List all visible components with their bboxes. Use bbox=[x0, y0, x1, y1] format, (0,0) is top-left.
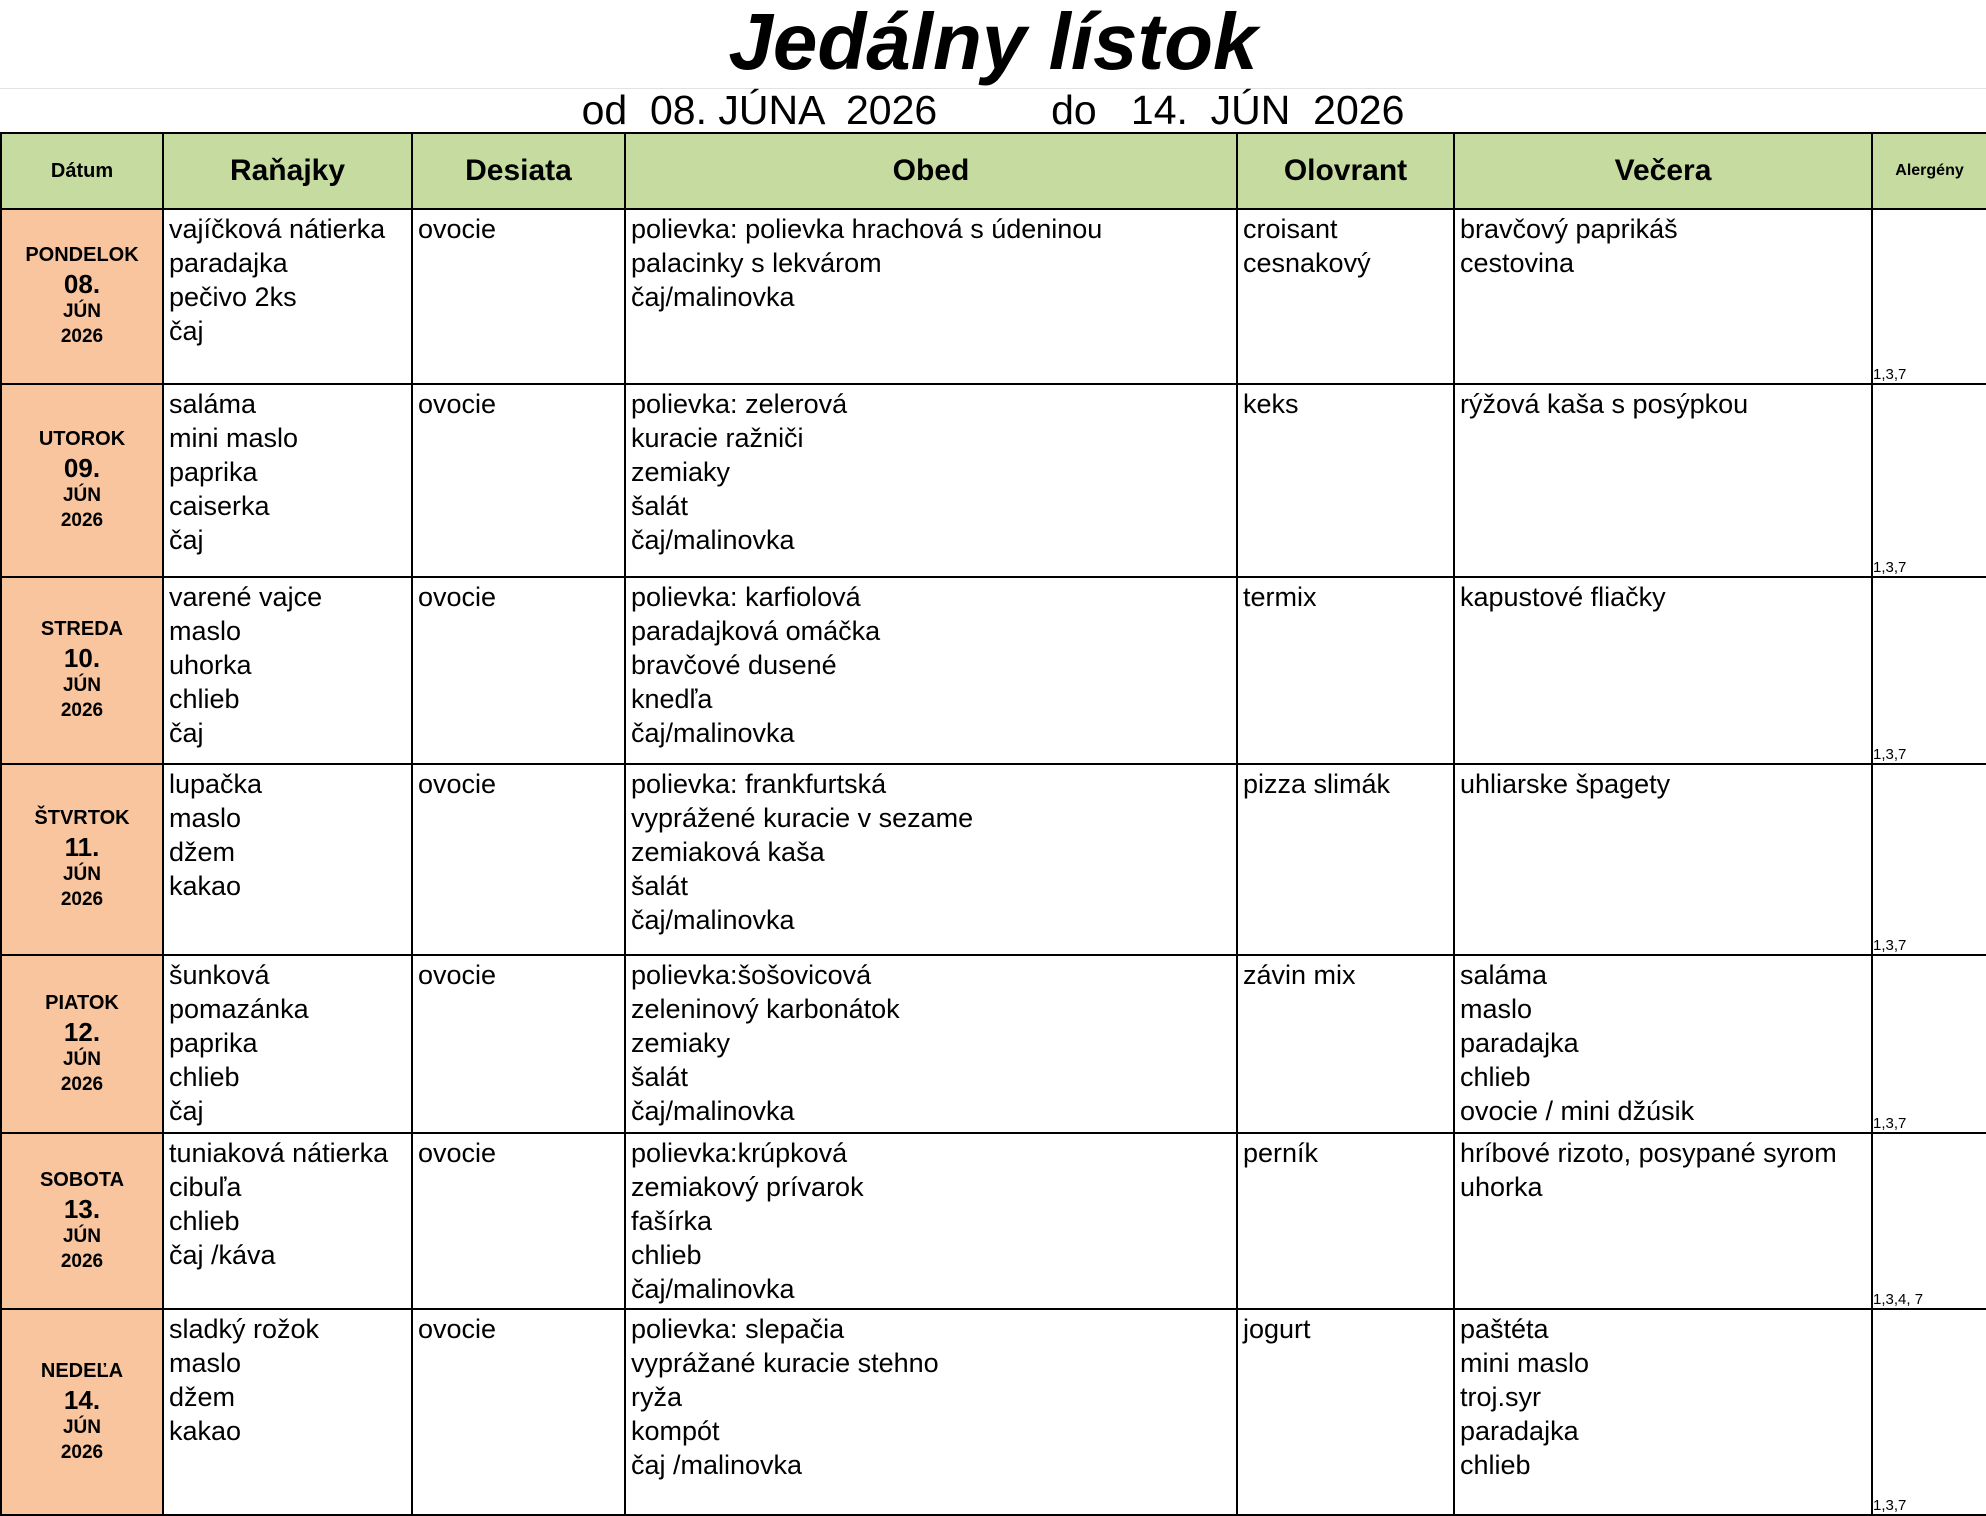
ranajky-item: čaj bbox=[169, 1095, 204, 1126]
ranajky-item: varené vajce bbox=[169, 581, 323, 612]
obed-item: chlieb bbox=[631, 1239, 702, 1270]
day-number: 14. bbox=[63, 1384, 101, 1415]
olovrant-cell bbox=[1237, 1133, 1454, 1309]
vecera-item: paštéta bbox=[1460, 1313, 1549, 1344]
date-cell bbox=[1, 1309, 163, 1515]
ranajky-item: džem bbox=[169, 1381, 236, 1412]
obed-item: polievka: zelerová bbox=[631, 388, 848, 419]
desiata-item: ovocie bbox=[418, 1137, 497, 1168]
day-name: ŠTVRTOK bbox=[34, 807, 130, 830]
obed-item: zemiaky bbox=[631, 1027, 731, 1058]
vecera-item: paradajka bbox=[1460, 1027, 1579, 1058]
ranajky-cell bbox=[163, 1309, 412, 1515]
obed-item: polievka:šošovicová bbox=[631, 959, 872, 990]
ranajky-cell bbox=[163, 955, 412, 1133]
ranajky-item: pomazánka bbox=[169, 993, 309, 1024]
vecera-item: maslo bbox=[1460, 993, 1533, 1024]
ranajky-cell bbox=[163, 1133, 412, 1309]
day-year: 2026 bbox=[60, 510, 104, 532]
ranajky-item: šunková bbox=[169, 959, 270, 990]
obed-item: palacinky s lekvárom bbox=[631, 248, 882, 278]
obed-item: čaj /malinovka bbox=[631, 1449, 803, 1480]
vecera-cell bbox=[1454, 1133, 1872, 1309]
ranajky-item: kakao bbox=[169, 870, 242, 901]
vecera-item: uhorka bbox=[1460, 1171, 1543, 1202]
olovrant-item: termix bbox=[1243, 581, 1317, 612]
obed-item: knedľa bbox=[631, 683, 713, 714]
date-cell bbox=[1, 209, 163, 384]
ranajky-item: kakao bbox=[169, 1415, 242, 1446]
date-cell bbox=[1, 384, 163, 577]
from-date: 08. JÚNA 2026 bbox=[650, 87, 938, 133]
obed-item: šalát bbox=[631, 1061, 689, 1092]
day-month: JÚN bbox=[62, 1048, 101, 1070]
vecera-item: cestovina bbox=[1460, 248, 1575, 278]
obed-cell bbox=[625, 1309, 1237, 1515]
ranajky-item: maslo bbox=[169, 1347, 242, 1378]
from-label: od bbox=[581, 87, 628, 133]
header-obed: Obed bbox=[625, 133, 1237, 209]
ranajky-item: mini maslo bbox=[169, 422, 299, 453]
obed-item: kompót bbox=[631, 1415, 720, 1446]
header-olovrant: Olovrant bbox=[1237, 133, 1454, 209]
day-year: 2026 bbox=[60, 700, 104, 722]
vecera-cell bbox=[1454, 764, 1872, 955]
olovrant-cell bbox=[1237, 764, 1454, 955]
header-ranajky: Raňajky bbox=[163, 133, 412, 209]
day-year: 2026 bbox=[60, 326, 104, 348]
day-number: 13. bbox=[63, 1193, 101, 1224]
day-month: JÚN bbox=[62, 301, 101, 323]
day-year: 2026 bbox=[60, 889, 104, 911]
header-vecera: Večera bbox=[1454, 133, 1872, 209]
vecera-item: troj.syr bbox=[1460, 1381, 1541, 1412]
obed-item: čaj/malinovka bbox=[631, 524, 795, 555]
vecera-item: mini maslo bbox=[1460, 1347, 1590, 1378]
header-row bbox=[1, 133, 1986, 209]
ranajky-item: saláma bbox=[169, 388, 257, 419]
ranajky-item: paprika bbox=[169, 456, 258, 487]
day-year: 2026 bbox=[60, 1250, 104, 1272]
desiata-item: ovocie bbox=[418, 1313, 497, 1344]
obed-item: fašírka bbox=[631, 1205, 713, 1236]
day-month: JÚN bbox=[62, 864, 101, 886]
vecera-item: chlieb bbox=[1460, 1061, 1531, 1092]
obed-item: polievka:krúpková bbox=[631, 1137, 848, 1168]
date-range bbox=[0, 88, 1986, 132]
desiata-cell bbox=[412, 384, 625, 577]
desiata-cell bbox=[412, 1309, 625, 1515]
ranajky-item: vajíčková nátierka bbox=[169, 214, 386, 244]
obed-cell bbox=[625, 764, 1237, 955]
table-row bbox=[1, 1309, 1986, 1515]
desiata-cell bbox=[412, 577, 625, 764]
ranajky-item: čaj bbox=[169, 316, 204, 346]
obed-item: polievka: karfiolová bbox=[631, 581, 861, 612]
vecera-cell bbox=[1454, 577, 1872, 764]
olovrant-item: jogurt bbox=[1243, 1313, 1311, 1344]
ranajky-item: čaj bbox=[169, 524, 204, 555]
ranajky-cell bbox=[163, 209, 412, 384]
page-title: Jedálny lístok bbox=[728, 0, 1258, 86]
vecera-cell bbox=[1454, 1309, 1872, 1515]
allergens-cell: 1,3,7 bbox=[1872, 384, 1986, 577]
ranajky-item: uhorka bbox=[169, 649, 252, 680]
day-month: JÚN bbox=[62, 675, 101, 697]
desiata-cell bbox=[412, 209, 625, 384]
day-number: 12. bbox=[63, 1016, 101, 1047]
day-name: PONDELOK bbox=[25, 244, 139, 267]
header-alergeny: Alergény bbox=[1872, 133, 1986, 209]
ranajky-item: tuniaková nátierka bbox=[169, 1137, 389, 1168]
day-year: 2026 bbox=[60, 1073, 104, 1095]
olovrant-cell bbox=[1237, 955, 1454, 1133]
obed-item: čaj/malinovka bbox=[631, 282, 795, 312]
day-number: 09. bbox=[63, 453, 101, 484]
allergens-cell: 1,3,4, 7 bbox=[1872, 1133, 1986, 1309]
ranajky-item: chlieb bbox=[169, 1061, 240, 1092]
obed-item: polievka: slepačia bbox=[631, 1313, 845, 1344]
desiata-cell bbox=[412, 1133, 625, 1309]
vecera-item: paradajka bbox=[1460, 1415, 1579, 1446]
obed-item: šalát bbox=[631, 870, 689, 901]
desiata-cell bbox=[412, 764, 625, 955]
table-row bbox=[1, 209, 1986, 384]
ranajky-item: paprika bbox=[169, 1027, 258, 1058]
olovrant-item: croisant bbox=[1243, 214, 1338, 244]
day-name: PIATOK bbox=[45, 991, 119, 1014]
desiata-item: ovocie bbox=[418, 581, 497, 612]
ranajky-item: cibuľa bbox=[169, 1171, 242, 1202]
vecera-cell bbox=[1454, 209, 1872, 384]
ranajky-item: paradajka bbox=[169, 248, 288, 278]
obed-item: paradajková omáčka bbox=[631, 615, 881, 646]
table-row bbox=[1, 764, 1986, 955]
date-cell bbox=[1, 764, 163, 955]
olovrant-cell bbox=[1237, 577, 1454, 764]
olovrant-cell bbox=[1237, 209, 1454, 384]
olovrant-item: perník bbox=[1243, 1137, 1319, 1168]
obed-item: čaj/malinovka bbox=[631, 1273, 795, 1304]
table-row bbox=[1, 1133, 1986, 1309]
olovrant-item: závin mix bbox=[1243, 959, 1356, 990]
obed-cell bbox=[625, 577, 1237, 764]
obed-cell bbox=[625, 209, 1237, 384]
day-number: 10. bbox=[63, 643, 101, 674]
desiata-cell bbox=[412, 955, 625, 1133]
desiata-item: ovocie bbox=[418, 959, 497, 990]
allergens-cell: 1,3,7 bbox=[1872, 764, 1986, 955]
date-cell bbox=[1, 1133, 163, 1309]
day-year: 2026 bbox=[60, 1441, 104, 1463]
day-month: JÚN bbox=[62, 1416, 101, 1438]
vecera-item: ovocie / mini džúsik bbox=[1460, 1095, 1695, 1126]
day-name: STREDA bbox=[40, 618, 124, 641]
obed-item: čaj/malinovka bbox=[631, 1095, 795, 1126]
menu-table bbox=[0, 132, 1986, 1516]
ranajky-cell bbox=[163, 764, 412, 955]
ranajky-item: sladký rožok bbox=[169, 1313, 320, 1344]
day-name: UTOROK bbox=[38, 428, 126, 451]
ranajky-item: čaj bbox=[169, 717, 204, 748]
day-number: 11. bbox=[64, 832, 100, 863]
ranajky-item: lupačka bbox=[169, 768, 263, 799]
day-name: NEDEĽA bbox=[40, 1359, 124, 1382]
olovrant-cell bbox=[1237, 1309, 1454, 1515]
obed-item: zemiakový prívarok bbox=[631, 1171, 864, 1202]
obed-cell bbox=[625, 384, 1237, 577]
ranajky-item: chlieb bbox=[169, 1205, 240, 1236]
date-cell bbox=[1, 955, 163, 1133]
vecera-item: bravčový paprikáš bbox=[1460, 214, 1678, 244]
allergens-cell: 1,3,7 bbox=[1872, 577, 1986, 764]
obed-item: zemiaky bbox=[631, 456, 731, 487]
ranajky-item: maslo bbox=[169, 615, 242, 646]
table-row bbox=[1, 577, 1986, 764]
vecera-cell bbox=[1454, 384, 1872, 577]
ranajky-item: pečivo 2ks bbox=[169, 282, 297, 312]
obed-item: kuracie ražniči bbox=[631, 422, 804, 453]
day-month: JÚN bbox=[62, 485, 101, 507]
desiata-item: ovocie bbox=[418, 388, 497, 419]
ranajky-cell bbox=[163, 384, 412, 577]
allergens-cell: 1,3,7 bbox=[1872, 955, 1986, 1133]
day-number: 08. bbox=[63, 269, 101, 300]
vecera-item: kapustové fliačky bbox=[1460, 581, 1666, 612]
obed-item: čaj/malinovka bbox=[631, 904, 795, 935]
obed-item: vyprážané kuracie stehno bbox=[631, 1347, 939, 1378]
obed-item: čaj/malinovka bbox=[631, 717, 795, 748]
obed-item: ryža bbox=[631, 1381, 683, 1412]
allergens-cell: 1,3,7 bbox=[1872, 209, 1986, 384]
header-desiata: Desiata bbox=[412, 133, 625, 209]
desiata-item: ovocie bbox=[418, 768, 497, 799]
table-row bbox=[1, 955, 1986, 1133]
vecera-item: hríbové rizoto, posypané syrom bbox=[1460, 1137, 1837, 1168]
ranajky-item: chlieb bbox=[169, 683, 240, 714]
obed-item: bravčové dusené bbox=[631, 649, 837, 680]
olovrant-item: pizza slimák bbox=[1243, 768, 1391, 799]
date-cell bbox=[1, 577, 163, 764]
obed-item: zeleninový karbonátok bbox=[631, 993, 900, 1024]
ranajky-item: maslo bbox=[169, 802, 242, 833]
to-date: 14. JÚN 2026 bbox=[1130, 87, 1405, 133]
ranajky-item: caiserka bbox=[169, 490, 270, 521]
desiata-item: ovocie bbox=[418, 214, 497, 244]
vecera-item: rýžová kaša s posýpkou bbox=[1460, 388, 1749, 419]
vecera-item: chlieb bbox=[1460, 1449, 1531, 1480]
obed-item: šalát bbox=[631, 490, 689, 521]
obed-cell bbox=[625, 955, 1237, 1133]
obed-item: vyprážené kuracie v sezame bbox=[631, 802, 974, 833]
obed-item: polievka: frankfurtská bbox=[631, 768, 887, 799]
olovrant-item: keks bbox=[1243, 388, 1299, 419]
to-label: do bbox=[1051, 87, 1097, 133]
title-row bbox=[0, 0, 1986, 89]
allergens-cell: 1,3,7 bbox=[1872, 1309, 1986, 1515]
vecera-item: saláma bbox=[1460, 959, 1548, 990]
obed-cell bbox=[625, 1133, 1237, 1309]
obed-item: polievka: polievka hrachová s údeninou bbox=[631, 214, 1103, 244]
header-datum: Dátum bbox=[1, 133, 163, 209]
vecera-item: uhliarske špagety bbox=[1460, 768, 1671, 799]
olovrant-cell bbox=[1237, 384, 1454, 577]
vecera-cell bbox=[1454, 955, 1872, 1133]
ranajky-item: čaj /káva bbox=[169, 1239, 276, 1270]
obed-item: zemiaková kaša bbox=[631, 836, 825, 867]
ranajky-cell bbox=[163, 577, 412, 764]
ranajky-item: džem bbox=[169, 836, 236, 867]
day-name: SOBOTA bbox=[39, 1168, 125, 1191]
olovrant-item: cesnakový bbox=[1243, 248, 1371, 278]
table-row bbox=[1, 384, 1986, 577]
day-month: JÚN bbox=[62, 1225, 101, 1247]
